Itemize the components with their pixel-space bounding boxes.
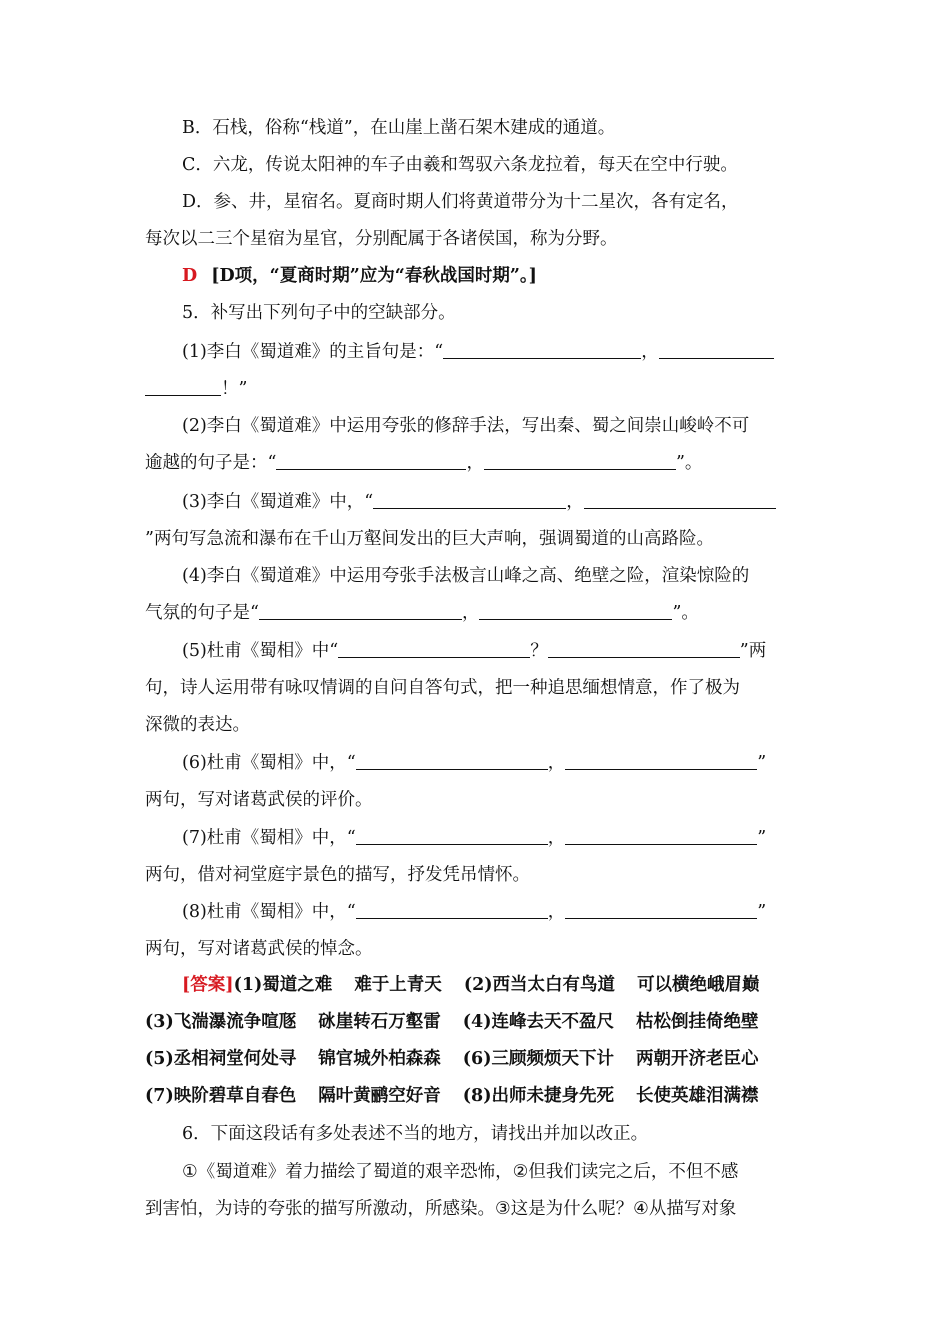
- q6-title: 6．下面这段话有多处表述不当的地方，请找出并加以改正。: [182, 1124, 649, 1144]
- answer-tag: [答案]: [182, 975, 234, 995]
- blank: [145, 377, 221, 396]
- answer-line1: [答案](1)蜀道之难 难于上青天 (2)西当太白有鸟道 可以横绝峨眉巅: [182, 975, 760, 995]
- answer-explanation: [D项，“夏商时期”应为“春秋战国时期”。]: [211, 266, 537, 286]
- blank: [373, 490, 566, 509]
- q5-5-line3: 深微的表达。: [145, 715, 250, 735]
- option-c: C．六龙，传说太阳神的车子由羲和驾驭六条龙拉着，每天在空中行驶。: [182, 155, 738, 175]
- q5-1-line1: (1)李白《蜀道难》的主旨句是：“ ，: [182, 340, 805, 364]
- blank: [356, 826, 548, 845]
- q5-6-line1: (6)杜甫《蜀相》中，“ ， ”: [182, 753, 767, 773]
- blank: [259, 601, 462, 620]
- option-d-line1: D．参、井，星宿名。夏商时期人们将黄道带分为十二星次，各有定名，: [182, 192, 739, 212]
- blank: [356, 751, 548, 770]
- q5-7-line1: (7)杜甫《蜀相》中，“ ， ”: [182, 828, 767, 848]
- q6-paragraph-line1: ①《蜀道难》着力描绘了蜀道的艰辛恐怖，②但我们读完之后，不但不感: [182, 1162, 739, 1182]
- blank: [659, 340, 774, 359]
- answer-letter: D: [182, 266, 198, 286]
- blank: [338, 639, 530, 658]
- q6-paragraph-line2: 到害怕，为诗的夸张的描写所激动，所感染。③这是为什么呢？④从描写对象: [145, 1199, 737, 1219]
- q5-3-line2: ”两句写急流和瀑布在千山万壑间发出的巨大声响，强调蜀道的山高路险。: [145, 529, 714, 549]
- q5-title: 5．补写出下列句子中的空缺部分。: [182, 303, 456, 323]
- q5-2-line2: 逾越的句子是：“ ， ”。: [145, 453, 703, 473]
- q5-4-line2: 气氛的句子是“ ， ”。: [145, 603, 699, 623]
- answer-line2: (3)飞湍瀑流争喧豗 砯崖转石万壑雷 (4)连峰去天不盈尺 枯松倒挂倚绝壁: [145, 1012, 759, 1032]
- blank: [479, 601, 672, 620]
- blank: [276, 451, 466, 470]
- option-b: B．石栈，俗称“栈道”，在山崖上凿石架木建成的通道。: [182, 118, 616, 138]
- answer-line4: (7)映阶碧草自春色 隔叶黄鹂空好音 (8)出师未捷身先死 长使英雄泪满襟: [145, 1086, 759, 1106]
- q5-1-line2: ！”: [145, 377, 805, 401]
- q4-answer: [182, 264, 805, 288]
- q5-2-line1: (2)李白《蜀道难》中运用夸张的修辞手法，写出秦、蜀之间崇山峻岭不可: [182, 416, 750, 436]
- q5-6-line2: 两句，写对诸葛武侯的评价。: [145, 790, 373, 810]
- blank: [443, 340, 641, 359]
- q5-8-line1: (8)杜甫《蜀相》中，“ ， ”: [182, 902, 767, 922]
- answer-line3: (5)丞相祠堂何处寻 锦官城外柏森森 (6)三顾频烦天下计 两朝开济老臣心: [145, 1049, 759, 1069]
- blank: [565, 900, 757, 919]
- blank: [356, 900, 548, 919]
- option-d-line2: 每次以二三个星宿为星官，分别配属于各诸侯国，称为分野。: [145, 229, 618, 249]
- q5-8-line2: 两句，写对诸葛武侯的悼念。: [145, 939, 373, 959]
- q5-7-line2: 两句，借对祠堂庭宇景色的描写，抒发凭吊情怀。: [145, 865, 530, 885]
- q5-3-line1: (3)李白《蜀道难》中，“ ，: [182, 490, 805, 514]
- blank: [548, 639, 740, 658]
- blank: [565, 826, 757, 845]
- blank: [484, 451, 676, 470]
- q5-4-line1: (4)李白《蜀道难》中运用夸张手法极言山峰之高、绝壁之险，渲染惊险的: [182, 566, 750, 586]
- blank: [565, 751, 757, 770]
- q5-5-line1: (5)杜甫《蜀相》中“ ？ ”两: [182, 641, 767, 661]
- q5-5-line2: 句，诗人运用带有咏叹情调的自问自答句式，把一种追思缅想情意，作了极为: [145, 678, 740, 698]
- blank: [584, 490, 776, 509]
